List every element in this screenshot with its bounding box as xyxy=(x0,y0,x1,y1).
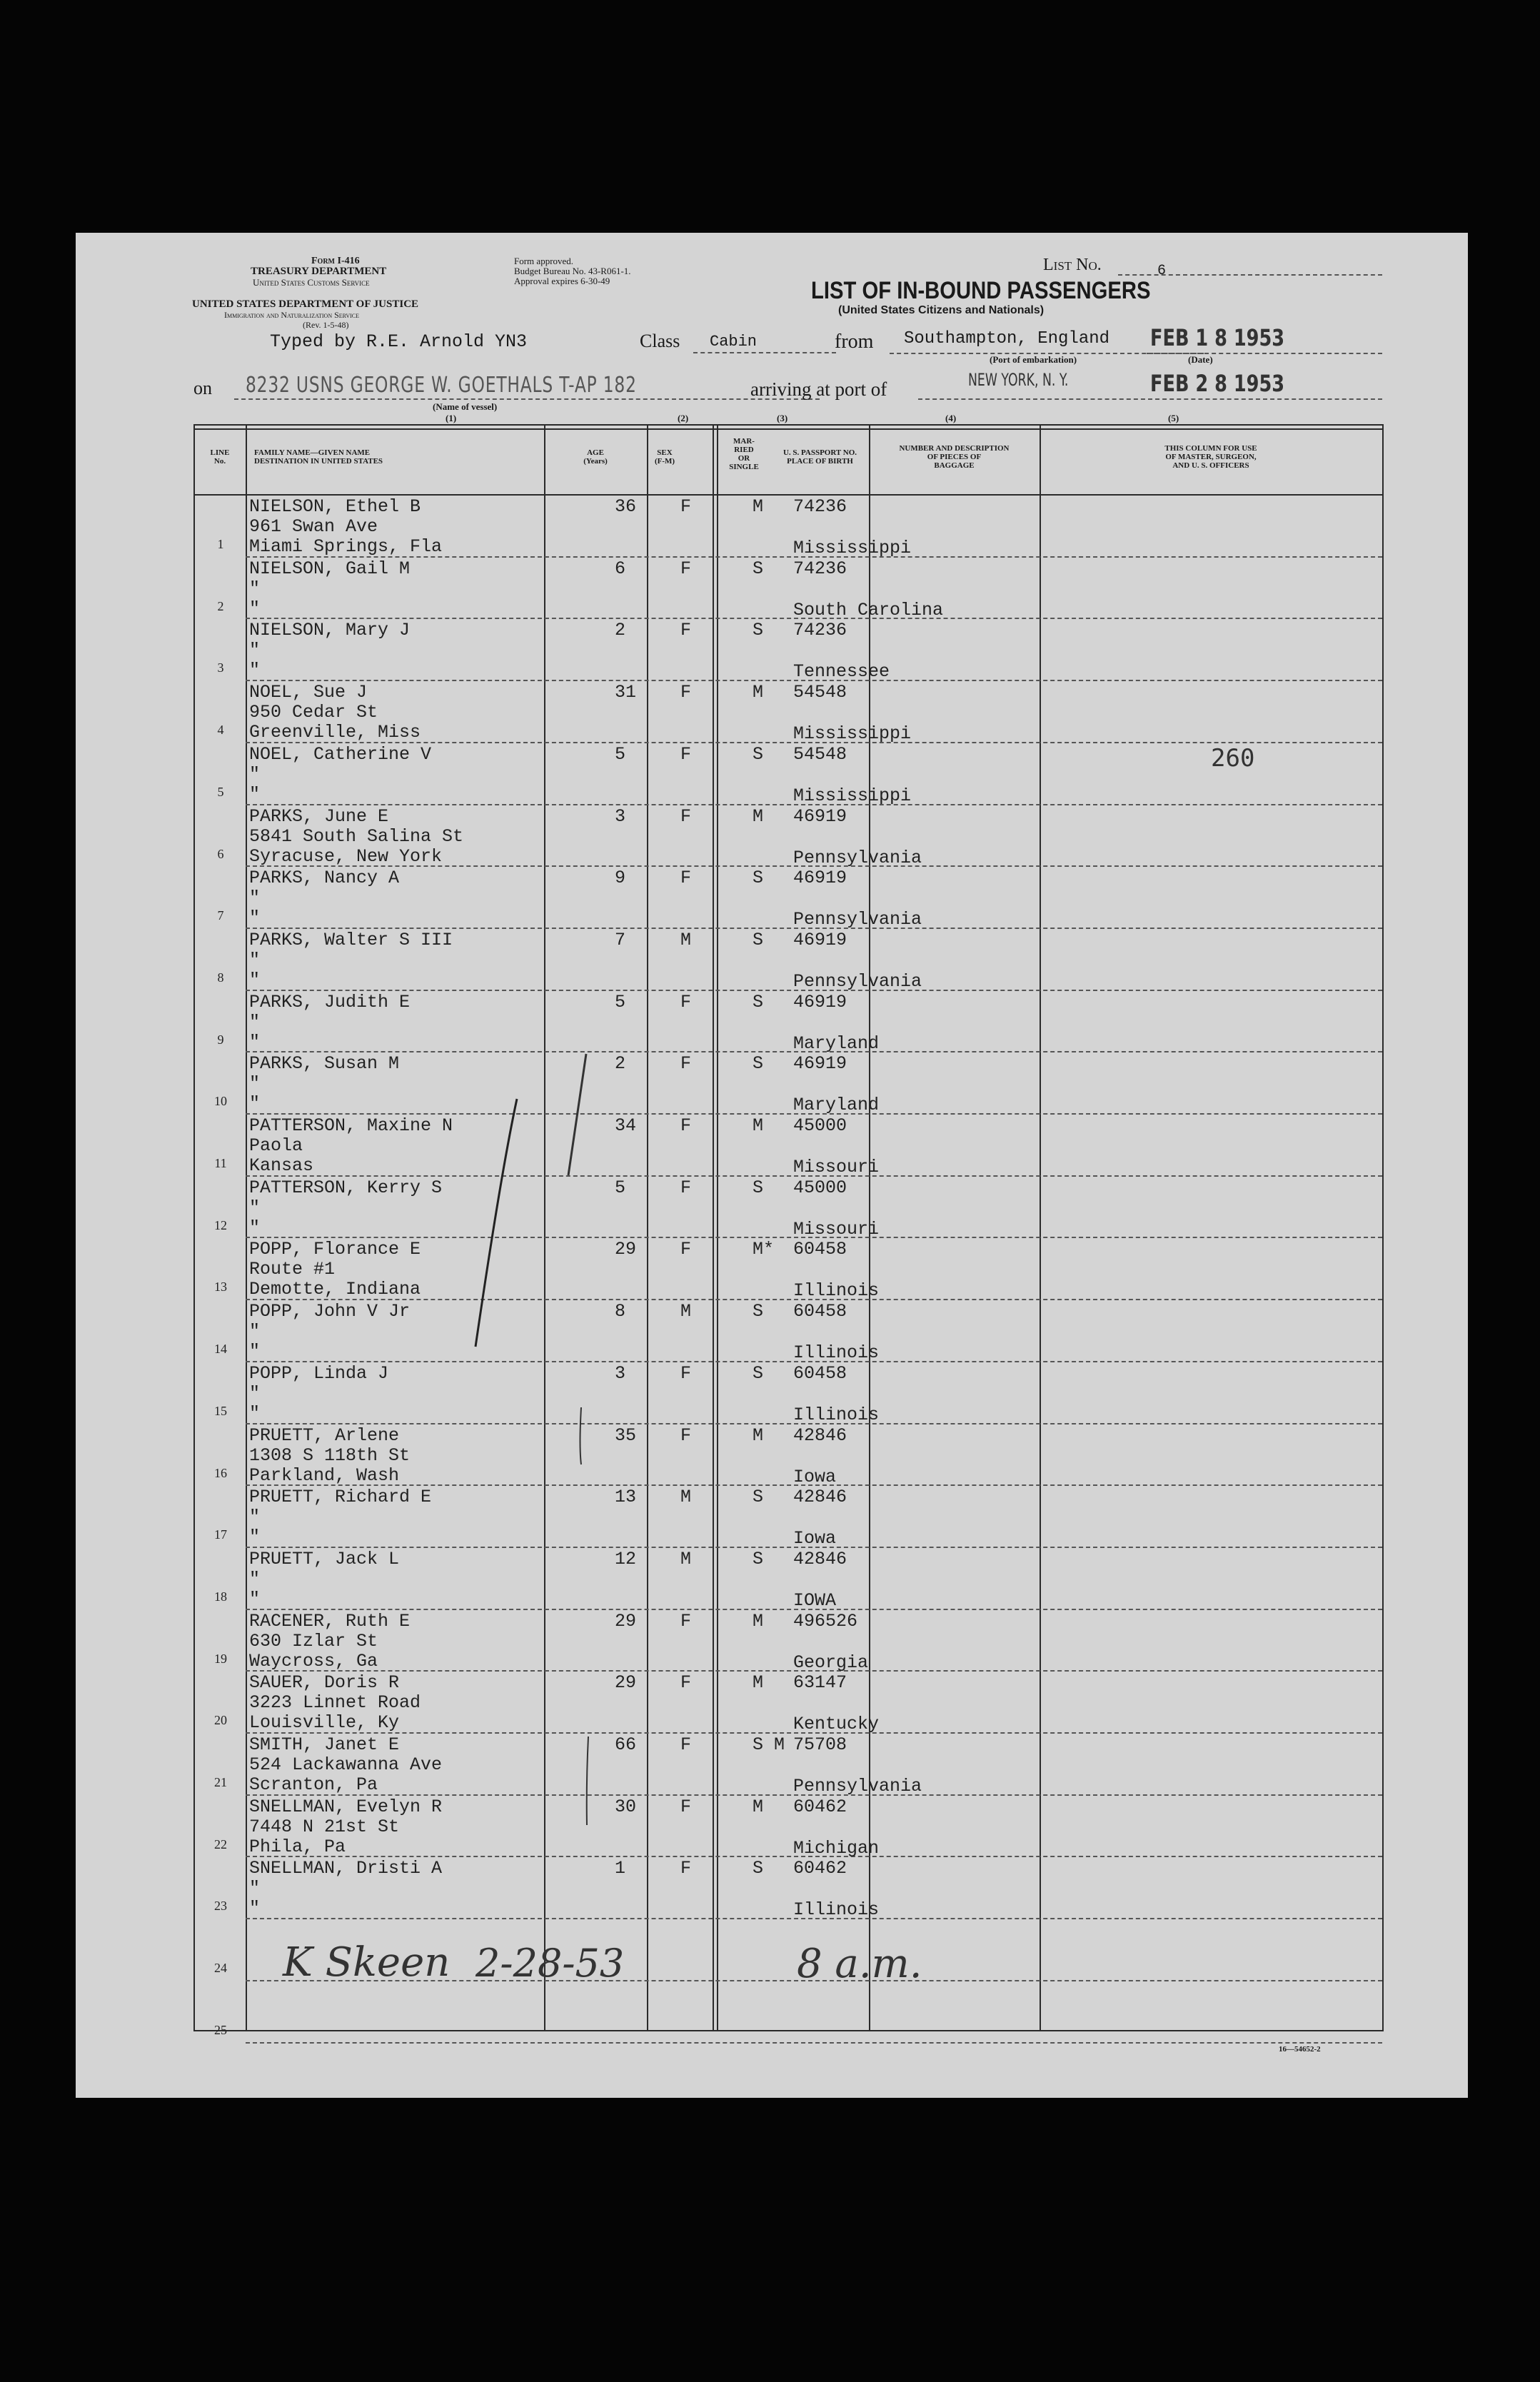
passenger-name: PARKS, Nancy A xyxy=(249,868,400,889)
address-line: 3223 Linnet Road xyxy=(249,1692,421,1714)
address-city: " xyxy=(249,969,261,990)
passenger-name: PARKS, June E xyxy=(249,805,389,827)
passenger-name: POPP, Linda J xyxy=(249,1362,389,1384)
age: 2 xyxy=(615,620,626,641)
address-line: " xyxy=(249,1197,261,1218)
signature-time: 8 a.m. xyxy=(797,1941,922,1987)
address-city: " xyxy=(249,1341,261,1362)
line-number: 23 xyxy=(214,1899,227,1914)
age: 36 xyxy=(615,496,637,517)
address-city: " xyxy=(249,1402,261,1424)
inspector-signature: K Skeen xyxy=(283,1939,451,1986)
list-no-label: List No. xyxy=(1043,256,1102,274)
address-city: " xyxy=(249,598,261,619)
marital-status: S xyxy=(753,1487,764,1508)
line-number: 13 xyxy=(214,1280,227,1295)
passport-no: 496526 xyxy=(793,1610,858,1632)
customs-service: United States Customs Service xyxy=(253,277,370,288)
passport-no: 46919 xyxy=(793,991,847,1012)
passport-no: 60458 xyxy=(793,1362,847,1384)
line-number: 6 xyxy=(217,846,224,861)
address-line: " xyxy=(249,888,261,909)
passenger-name: PATTERSON, Maxine N xyxy=(249,1115,453,1136)
passenger-name: PARKS, Walter S III xyxy=(249,929,453,950)
place-of-birth: Illinois xyxy=(793,1899,880,1921)
passport-no: 75708 xyxy=(793,1734,847,1755)
class-value: Cabin xyxy=(710,333,758,351)
address-line: 961 Swan Ave xyxy=(249,516,378,537)
place-of-birth: Pennsylvania xyxy=(793,847,922,868)
passport-no: 42846 xyxy=(793,1548,847,1569)
marital-status: S xyxy=(753,929,764,950)
line-number: 20 xyxy=(214,1713,227,1728)
passport-no: 46919 xyxy=(793,1053,847,1075)
passenger-name: NIELSON, Gail M xyxy=(249,558,411,579)
sex: F xyxy=(680,1115,692,1136)
place-of-birth: Iowa xyxy=(793,1466,837,1487)
address-city: Greenville, Miss xyxy=(249,722,421,743)
place-of-birth: Illinois xyxy=(793,1280,880,1302)
passenger-name: PRUETT, Jack L xyxy=(249,1548,400,1569)
address-line: " xyxy=(249,763,261,785)
passport-no: 46919 xyxy=(793,805,847,827)
row-divider xyxy=(246,2042,1382,2044)
passenger-name: POPP, Florance E xyxy=(249,1239,421,1260)
header-baggage: NUMBER AND DESCRIPTION OF PIECES OF BAGGAGE xyxy=(899,444,1010,470)
address-city: " xyxy=(249,660,261,681)
age: 7 xyxy=(615,929,626,950)
address-line: " xyxy=(249,1321,261,1342)
header-officers: THIS COLUMN FOR USE OF MASTER, SURGEON, AND U. S. OFFICERS xyxy=(1164,444,1257,470)
passenger-name: PRUETT, Richard E xyxy=(249,1487,432,1508)
header-passport: U. S. PASSPORT NO. PLACE OF BIRTH xyxy=(782,448,857,466)
age: 8 xyxy=(615,1301,626,1322)
passenger-name: PARKS, Susan M xyxy=(249,1053,400,1075)
sex: F xyxy=(680,1239,692,1260)
line-number: 16 xyxy=(214,1465,227,1480)
place-of-birth: Illinois xyxy=(793,1404,880,1425)
age: 13 xyxy=(615,1487,637,1508)
place-of-birth: Tennessee xyxy=(793,661,890,683)
from-label: from xyxy=(835,331,874,353)
sex: F xyxy=(680,1053,692,1075)
footer-code: 16—54652-2 xyxy=(1279,2045,1321,2054)
header-age: AGE (Years) xyxy=(583,448,608,466)
sex: M xyxy=(680,929,692,950)
date-caption: (Date) xyxy=(1188,354,1213,365)
sex: F xyxy=(680,1610,692,1632)
address-city: " xyxy=(249,908,261,929)
passenger-name: SMITH, Janet E xyxy=(249,1734,400,1755)
sex: F xyxy=(680,496,692,517)
passenger-name: NOEL, Catherine V xyxy=(249,743,432,765)
marital-status: M xyxy=(753,1796,764,1817)
place-of-birth: Maryland xyxy=(793,1032,880,1054)
arriving-label: arriving at port of xyxy=(750,378,887,400)
typed-by: Typed by R.E. Arnold YN3 xyxy=(270,331,528,352)
address-city: " xyxy=(249,1588,261,1609)
revision: (Rev. 1-5-48) xyxy=(303,320,349,330)
address-line: " xyxy=(249,1507,261,1528)
form-number: Form I-416 xyxy=(311,256,360,266)
age: 6 xyxy=(615,558,626,579)
line-number: 21 xyxy=(214,1775,227,1789)
col-num: (2) xyxy=(678,413,689,423)
sex: F xyxy=(680,682,692,703)
passport-no: 54548 xyxy=(793,682,847,703)
sex: F xyxy=(680,558,692,579)
line-number: 17 xyxy=(214,1527,227,1542)
budget-bureau: Budget Bureau No. 43-R061-1. xyxy=(514,266,631,276)
signature-date: 2-28-53 xyxy=(475,1941,625,1986)
vessel-name: 8232 USNS GEORGE W. GOETHALS T-AP 182 xyxy=(246,373,637,398)
arrival-port: NEW YORK, N. Y. xyxy=(968,370,1069,390)
treasury-dept: TREASURY DEPARTMENT xyxy=(251,266,387,277)
address-city: Parkland, Wash xyxy=(249,1464,400,1486)
sex: F xyxy=(680,991,692,1012)
justice-dept: UNITED STATES DEPARTMENT OF JUSTICE xyxy=(192,298,419,310)
address-line: " xyxy=(249,578,261,599)
passenger-name: RACENER, Ruth E xyxy=(249,1610,411,1632)
age: 9 xyxy=(615,868,626,889)
place-of-birth: Missouri xyxy=(793,1218,880,1240)
address-line: " xyxy=(249,1073,261,1095)
address-city: Louisville, Ky xyxy=(249,1712,400,1734)
place-of-birth: Iowa xyxy=(793,1528,837,1549)
sex: M xyxy=(680,1487,692,1508)
place-of-birth: Mississippi xyxy=(793,538,912,558)
age: 2 xyxy=(615,1053,626,1075)
passenger-name: NIELSON, Mary J xyxy=(249,620,411,641)
passport-no: 60462 xyxy=(793,1858,847,1879)
passenger-name: NIELSON, Ethel B xyxy=(249,496,421,517)
address-line: " xyxy=(249,1011,261,1032)
passenger-name: SAUER, Doris R xyxy=(249,1672,400,1694)
address-line: Route #1 xyxy=(249,1259,336,1280)
place-of-birth: Pennsylvania xyxy=(793,1776,922,1796)
line-number: 22 xyxy=(214,1836,227,1851)
sex: M xyxy=(680,1301,692,1322)
place-of-birth: Georgia xyxy=(793,1652,869,1673)
passport-no: 74236 xyxy=(793,620,847,641)
address-line: Paola xyxy=(249,1135,303,1156)
place-of-birth: Pennsylvania xyxy=(793,970,922,992)
passenger-list-form xyxy=(76,233,1468,2098)
sex: F xyxy=(680,1796,692,1817)
list-no-value: 6 xyxy=(1157,263,1167,279)
sex: F xyxy=(680,1424,692,1446)
address-city: Waycross, Ga xyxy=(249,1650,378,1672)
address-city: " xyxy=(249,1031,261,1052)
header-name: FAMILY NAME—GIVEN NAME DESTINATION IN UNITED STATES xyxy=(254,448,383,466)
passenger-name: POPP, John V Jr xyxy=(249,1301,411,1322)
passport-no: 74236 xyxy=(793,496,847,517)
sex: F xyxy=(680,805,692,827)
address-city: Kansas xyxy=(249,1155,314,1176)
sex: F xyxy=(680,1672,692,1694)
header-married: MAR- RIED OR SINGLE xyxy=(729,437,759,471)
sex: F xyxy=(680,868,692,889)
place-of-birth: Mississippi xyxy=(793,785,912,806)
address-city: Phila, Pa xyxy=(249,1836,346,1857)
passport-no: 60462 xyxy=(793,1796,847,1817)
line-number: 3 xyxy=(217,660,224,675)
address-line: 630 Izlar St xyxy=(249,1630,378,1652)
passport-no: 46919 xyxy=(793,868,847,889)
arrival-date: FEB 2 8 1953 xyxy=(1150,370,1285,397)
sex: M xyxy=(680,1548,692,1569)
age: 29 xyxy=(615,1672,637,1694)
address-line: 5841 South Salina St xyxy=(249,825,464,847)
passport-no: 46919 xyxy=(793,929,847,950)
marital-status: S xyxy=(753,558,764,579)
line-number: 25 xyxy=(214,2022,227,2037)
col-num: (3) xyxy=(777,413,788,423)
header-sex: SEX (F-M) xyxy=(654,448,675,466)
vessel-caption: (Name of vessel) xyxy=(433,401,498,412)
ins-service: Immigration and Naturalization Service xyxy=(224,310,360,320)
departure-date: FEB 1 8 1953 xyxy=(1150,324,1285,351)
place-of-birth: Kentucky xyxy=(793,1714,880,1735)
on-label: on xyxy=(193,378,212,398)
age: 5 xyxy=(615,1177,626,1198)
line-number: 4 xyxy=(217,723,224,738)
passenger-name: SNELLMAN, Dristi A xyxy=(249,1858,443,1879)
place-of-birth: Missouri xyxy=(793,1157,880,1177)
marital-status: S xyxy=(753,1177,764,1198)
address-line: " xyxy=(249,1568,261,1589)
address-line: " xyxy=(249,640,261,661)
marital-status: S xyxy=(753,620,764,641)
address-line: 1308 S 118th St xyxy=(249,1444,411,1466)
passport-no: 42846 xyxy=(793,1487,847,1508)
col-num: (5) xyxy=(1168,413,1179,423)
place-of-birth: South Carolina xyxy=(793,599,944,620)
passport-no: 45000 xyxy=(793,1177,847,1198)
line-number: 24 xyxy=(214,1961,227,1976)
place-of-birth: Maryland xyxy=(793,1095,880,1116)
marital-status: M xyxy=(753,1424,764,1446)
passport-no: 63147 xyxy=(793,1672,847,1694)
officer-stamp-260: 260 xyxy=(1211,744,1255,773)
line-number: 19 xyxy=(214,1651,227,1666)
age: 35 xyxy=(615,1424,637,1446)
age: 3 xyxy=(615,805,626,827)
sex: F xyxy=(680,743,692,765)
place-of-birth: Pennsylvania xyxy=(793,909,922,930)
col-num: (1) xyxy=(446,413,457,423)
form-subtitle: (United States Citizens and Nationals) xyxy=(838,304,1045,316)
line-number: 14 xyxy=(214,1342,227,1357)
marital-status: M xyxy=(753,1672,764,1694)
passport-no: 60458 xyxy=(793,1239,847,1260)
line-number: 11 xyxy=(214,1156,227,1170)
age: 5 xyxy=(615,991,626,1012)
sex: F xyxy=(680,1177,692,1198)
embark-port: Southampton, England xyxy=(904,329,1110,348)
class-label: Class xyxy=(640,331,680,351)
place-of-birth: Michigan xyxy=(793,1837,880,1859)
marital-status: S xyxy=(753,1301,764,1322)
address-city: " xyxy=(249,783,261,805)
form-approved: Form approved. xyxy=(514,256,574,266)
sex: F xyxy=(680,620,692,641)
embark-caption: (Port of embarkation) xyxy=(990,354,1077,365)
marital-status: M xyxy=(753,1610,764,1632)
passport-no: 54548 xyxy=(793,743,847,765)
line-number: 2 xyxy=(217,598,224,613)
address-city: " xyxy=(249,1217,261,1238)
form-title: LIST OF IN-BOUND PASSENGERS xyxy=(811,277,1151,304)
marital-status: S xyxy=(753,1053,764,1075)
marital-status: S xyxy=(753,868,764,889)
address-city: Syracuse, New York xyxy=(249,845,443,867)
place-of-birth: Mississippi xyxy=(793,723,912,745)
age: 3 xyxy=(615,1362,626,1384)
marital-status: M xyxy=(753,682,764,703)
approval-expiry: Approval expires 6-30-49 xyxy=(514,276,610,286)
age: 29 xyxy=(615,1610,637,1632)
age: 12 xyxy=(615,1548,637,1569)
marital-status: S xyxy=(753,1362,764,1384)
age: 5 xyxy=(615,743,626,765)
address-city: Scranton, Pa xyxy=(249,1774,378,1795)
address-city: Miami Springs, Fla xyxy=(249,536,443,557)
age: 1 xyxy=(615,1858,626,1879)
sex: F xyxy=(680,1362,692,1384)
age: 29 xyxy=(615,1239,637,1260)
address-line: " xyxy=(249,1382,261,1404)
marital-status: M xyxy=(753,1115,764,1136)
sex: F xyxy=(680,1858,692,1879)
marital-status: S xyxy=(753,743,764,765)
address-line: 7448 N 21st St xyxy=(249,1816,400,1837)
address-line: 524 Lackawanna Ave xyxy=(249,1754,443,1775)
passenger-name: NOEL, Sue J xyxy=(249,682,368,703)
line-number: 12 xyxy=(214,1217,227,1232)
passenger-name: SNELLMAN, Evelyn R xyxy=(249,1796,443,1817)
line-number: 8 xyxy=(217,970,224,985)
line-number: 5 xyxy=(217,784,224,799)
passport-no: 42846 xyxy=(793,1424,847,1446)
address-line: " xyxy=(249,1878,261,1899)
address-city: " xyxy=(249,1093,261,1115)
line-number: 15 xyxy=(214,1403,227,1418)
marital-status: S M xyxy=(753,1734,785,1755)
passenger-name: PRUETT, Arlene xyxy=(249,1424,400,1446)
line-number: 10 xyxy=(214,1094,227,1109)
address-city: Demotte, Indiana xyxy=(249,1279,421,1300)
age: 30 xyxy=(615,1796,637,1817)
marital-status: M xyxy=(753,496,764,517)
col-num: (4) xyxy=(945,413,957,423)
line-number: 9 xyxy=(217,1032,224,1047)
line-number: 7 xyxy=(217,908,224,923)
address-line: " xyxy=(249,949,261,970)
passport-no: 60458 xyxy=(793,1301,847,1322)
sex: F xyxy=(680,1734,692,1755)
passenger-name: PATTERSON, Kerry S xyxy=(249,1177,443,1198)
age: 34 xyxy=(615,1115,637,1136)
address-city: " xyxy=(249,1898,261,1919)
passport-no: 45000 xyxy=(793,1115,847,1136)
age: 31 xyxy=(615,682,637,703)
place-of-birth: Illinois xyxy=(793,1342,880,1364)
age: 66 xyxy=(615,1734,637,1755)
line-number: 1 xyxy=(217,537,224,551)
address-city: " xyxy=(249,1527,261,1548)
marital-status: M* xyxy=(753,1239,775,1260)
marital-status: S xyxy=(753,1548,764,1569)
marital-status: M xyxy=(753,805,764,827)
marital-status: S xyxy=(753,1858,764,1879)
header-line-no: LINE No. xyxy=(210,448,230,466)
address-line: 950 Cedar St xyxy=(249,702,378,723)
passport-no: 74236 xyxy=(793,558,847,579)
marital-status: S xyxy=(753,991,764,1012)
passenger-name: PARKS, Judith E xyxy=(249,991,411,1012)
line-number: 18 xyxy=(214,1589,227,1604)
place-of-birth: IOWA xyxy=(793,1589,837,1611)
